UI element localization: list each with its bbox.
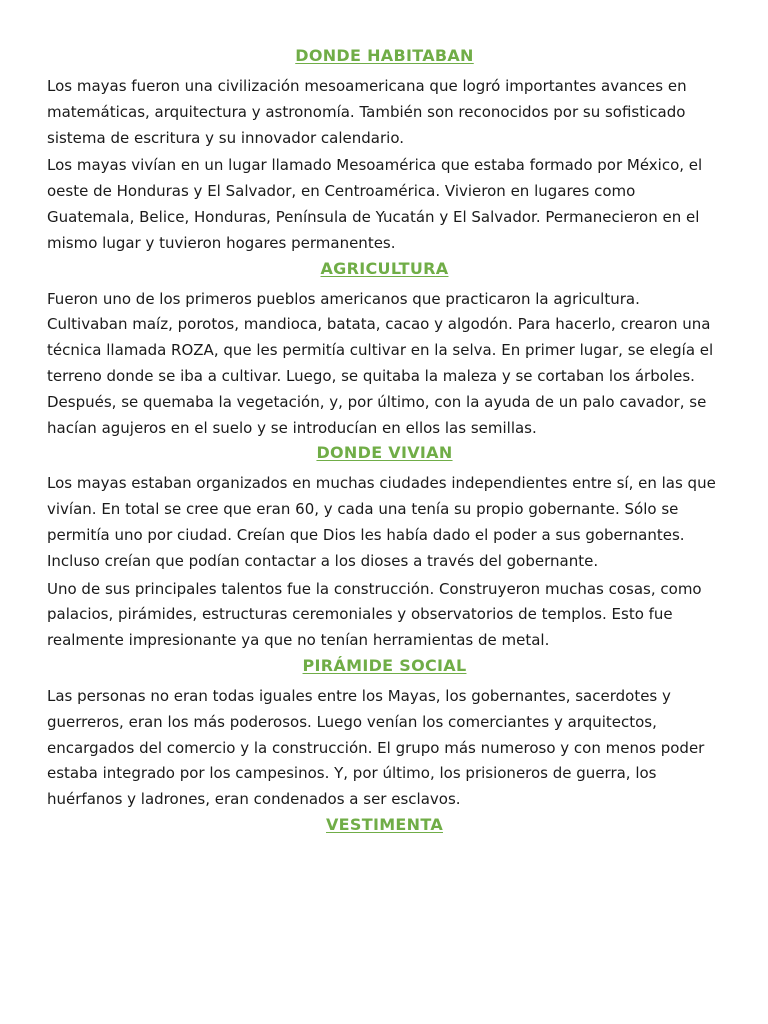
section-donde-vivian: [47, 441, 722, 654]
section-vestimenta: [47, 813, 722, 837]
paragraph: Uno de sus principales talentos fue la construcción. Construyeron muchas cosas, como palacios, pirámides, estructuras ceremoniales y observatorios de templos. Esto fue realmente impresionante ya que no tenían herramientas de metal.: [47, 579, 702, 650]
paragraph: Los mayas estaban organizados en muchas ciudades independientes entre sí, en las que vivían. En total se cree que eran 60, y cada una tenía su propio gobernante. Sólo se permitía uno por ciudad. Creían que Dios les había dado el poder a sus gobernantes. Incluso creían que podían contactar a los dioses a través del gobernante.: [47, 474, 716, 570]
section-heading: DONDE VIVIAN: [316, 443, 453, 463]
paragraph: Los mayas vivían en un lugar llamado Mesoamérica que estaba formado por México, el oeste de Honduras y El Salvador, en Centroamérica. Vivieron en lugares como Guatemala, Belice, Honduras, Península de Yucatán y El Salvador. Permanecieron en el mismo lugar y tuvieron hogares permanentes.: [47, 156, 703, 252]
section-heading: DONDE HABITABAN: [295, 46, 474, 65]
paragraph: Los mayas fueron una civilización mesoamericana que logró importantes avances en matemáticas, arquitectura y astronomía. También son reconocidos por su sofisticado sistema de escritura y su innovador calendario.: [47, 77, 687, 147]
section-heading: AGRICULTURA: [320, 258, 449, 278]
section-piramide-social: [47, 654, 722, 813]
section-agricultura: [47, 257, 722, 442]
section-heading: VESTIMENTA: [326, 814, 443, 834]
section-donde-habitaban: [47, 44, 722, 257]
paragraph: Fueron uno de los primeros pueblos americanos que practicaron la agricultura. Cultivaban maíz, porotos, mandioca, batata, cacao y algodón. Para hacerlo, crearon una técnica llamada ROZA, que les permitía cultivar en la selva. En primer lugar, se elegía el terreno donde se iba a cultivar. Luego, se quitaba la maleza y se cortaban los árboles. Después, se quemaba la vegetación, y, por último, con la ayuda de un palo cavador, se hacían agujeros en el suelo y se introducían en ellos las semillas.: [47, 289, 714, 437]
section-heading: PIRÁMIDE SOCIAL: [302, 655, 467, 675]
paragraph: Las personas no eran todas iguales entre los Mayas, los gobernantes, sacerdotes y guerreros, eran los más poderosos. Luego venían los comerciantes y arquitectos, encargados del comercio y la construcción. El grupo más numeroso y con menos poder estaba integrado por los campesinos. Y, por último, los prisioneros de guerra, los huérfanos y ladrones, eran condenados a ser esclavos.: [47, 686, 705, 809]
